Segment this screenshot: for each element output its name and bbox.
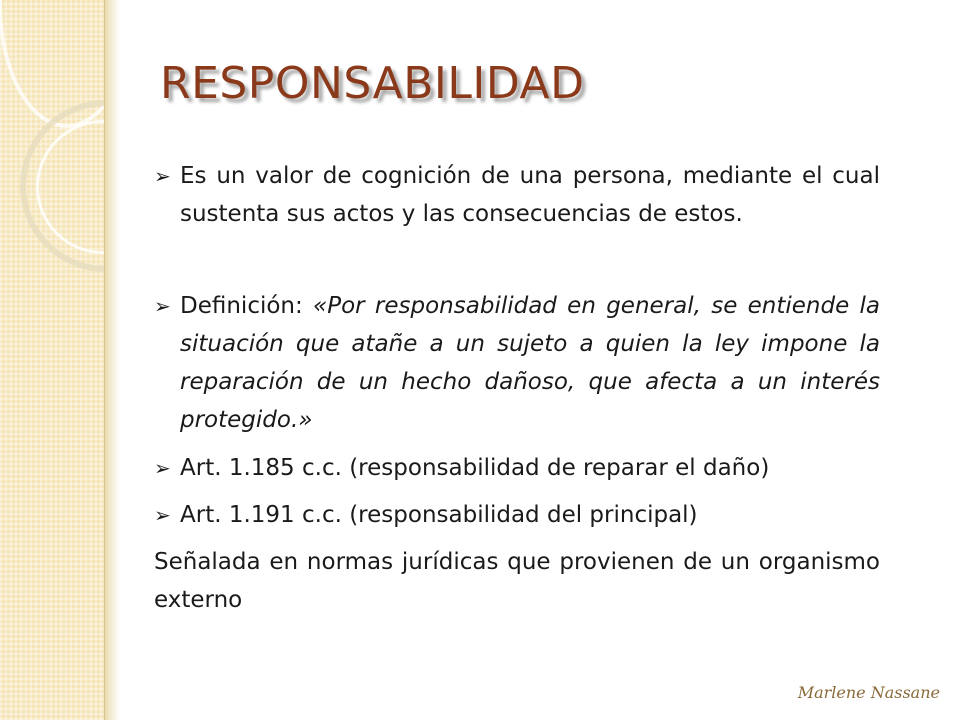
decorative-side-panel [0, 0, 106, 720]
list-item [154, 157, 880, 233]
list-item [154, 287, 880, 439]
bullet-text: Art. 1.185 c.c. (responsabilidad de reparar el daño) [180, 455, 770, 481]
arrow-bullet-icon: ➢ [154, 503, 171, 527]
list-item [154, 449, 880, 487]
bullet-article-1191 [154, 496, 880, 534]
bullet-quote: «Por responsabilidad en general, se entiende la situación que atañe a un sujeto a quien la ley impone la reparación de un hecho dañoso, que afecta a un interés protegido.» [180, 293, 881, 433]
bullet-prefix: Definición: [180, 293, 314, 319]
bullet-text: Art. 1.191 c.c. (responsabilidad del principal) [180, 502, 698, 528]
closing-paragraph [154, 543, 880, 619]
arrow-bullet-icon: ➢ [154, 164, 171, 188]
closing-text: Señalada en normas jurídicas que provienen de un organismo externo [154, 549, 880, 613]
bullet-definition-value [154, 157, 880, 233]
slide-title: RESPONSABILIDAD [160, 58, 585, 109]
bullet-definition-quote [154, 287, 880, 439]
bullet-article-1185 [154, 449, 880, 487]
side-panel-fade [104, 0, 120, 720]
arrow-bullet-icon: ➢ [154, 294, 171, 318]
bullet-text: Es un valor de cognición de una persona, mediante el cual sustenta sus actos y las consecuencias de estos. [180, 163, 880, 227]
arrow-bullet-icon: ➢ [154, 456, 171, 480]
author-signature: Marlene Nassane [797, 683, 940, 702]
list-item [154, 496, 880, 534]
side-panel-divider [104, 0, 105, 720]
